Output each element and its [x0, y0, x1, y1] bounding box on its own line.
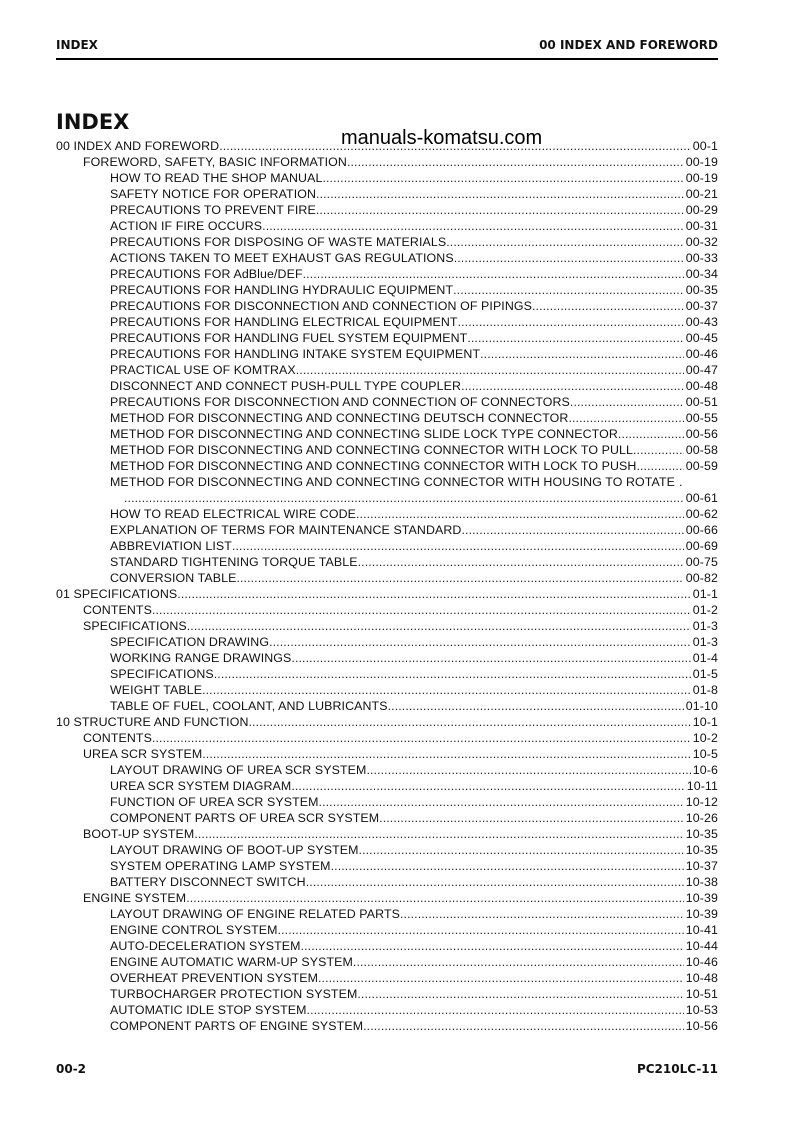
toc-entry-page: 00-45 — [685, 331, 718, 345]
toc-entry-page: 00-56 — [685, 427, 718, 441]
toc-entry[interactable] — [56, 410, 718, 426]
toc-entry[interactable] — [56, 234, 718, 250]
dot-leader — [568, 410, 683, 426]
toc-entry[interactable] — [56, 426, 718, 442]
dot-leader — [307, 1002, 684, 1018]
toc-entry[interactable] — [56, 362, 718, 378]
toc-entry-label: AUTOMATIC IDLE STOP SYSTEM — [110, 1003, 307, 1017]
toc-entry-page: 10-39 — [685, 907, 718, 921]
dot-leader — [388, 698, 684, 714]
dot-leader — [152, 730, 691, 746]
toc-entry-label: DISCONNECT AND CONNECT PUSH-PULL TYPE COUPLER — [110, 379, 462, 393]
dot-leader — [570, 394, 684, 410]
dot-leader — [618, 426, 684, 442]
toc-entry-label: METHOD FOR DISCONNECTING AND CONNECTING CONNECTOR WITH HOUSING TO ROTATE — [110, 475, 676, 489]
dot-leader — [202, 682, 691, 698]
toc-entry-label: PRECAUTIONS FOR HANDLING INTAKE SYSTEM EQUIPMENT — [110, 347, 481, 361]
toc-entry-page: 00-61 — [685, 491, 718, 505]
toc-entry-label: FOREWORD, SAFETY, BASIC INFORMATION — [83, 155, 347, 169]
toc-entry[interactable] — [56, 282, 718, 298]
dot-leader — [319, 794, 684, 810]
toc-entry-label: FUNCTION OF UREA SCR SYSTEM — [110, 795, 319, 809]
toc-entry-label: PRACTICAL USE OF KOMTRAX — [110, 363, 296, 377]
toc-entry-label: ENGINE SYSTEM — [83, 891, 187, 905]
toc-entry[interactable] — [56, 970, 718, 986]
dot-leader — [194, 826, 683, 842]
toc-entry-label: LAYOUT DRAWING OF BOOT-UP SYSTEM — [110, 843, 359, 857]
dot-leader — [124, 490, 684, 506]
toc-entry-page: 01-1 — [692, 587, 718, 601]
toc-entry-label: 00 INDEX AND FOREWORD — [56, 139, 220, 153]
dot-leader — [446, 234, 684, 250]
toc-entry[interactable] — [56, 810, 718, 826]
toc-entry[interactable] — [56, 250, 718, 266]
toc-entry-label: SAFETY NOTICE FOR OPERATION — [110, 187, 317, 201]
toc-entry[interactable] — [56, 826, 718, 842]
dot-leader — [202, 746, 691, 762]
dot-leader — [467, 330, 683, 346]
toc-entry-label: ABBREVIATION LIST — [110, 539, 232, 553]
model-code: PC210LC-11 — [636, 1062, 718, 1076]
toc-entry[interactable] — [56, 442, 718, 458]
toc-entry-page: 10-56 — [685, 1019, 718, 1033]
toc-entry-label: WORKING RANGE DRAWINGS — [110, 651, 292, 665]
toc-entry-label: METHOD FOR DISCONNECTING AND CONNECTING CONNECTOR WITH LOCK TO PUSH — [110, 459, 637, 473]
toc-entry-label: SPECIFICATIONS — [110, 667, 214, 681]
dot-leader — [269, 634, 691, 650]
toc-entry-page: 00-58 — [685, 443, 718, 457]
dot-leader — [353, 954, 684, 970]
toc-entry-page: . — [679, 475, 683, 489]
toc-entry-page: 10-37 — [685, 859, 718, 873]
toc-entry[interactable] — [56, 346, 718, 362]
dot-leader — [331, 858, 684, 874]
toc-entry-label: PRECAUTIONS FOR DISPOSING OF WASTE MATERIALS — [110, 235, 447, 249]
toc-entry-page: 10-41 — [685, 923, 718, 937]
toc-entry-page: 00-21 — [685, 187, 718, 201]
dot-leader — [454, 250, 684, 266]
dot-leader — [301, 938, 684, 954]
toc-entry[interactable] — [56, 266, 718, 282]
toc-entry[interactable] — [56, 538, 718, 554]
toc-entry-page: 10-11 — [686, 779, 718, 793]
toc-entry[interactable] — [56, 618, 718, 634]
dot-leader — [303, 266, 684, 282]
toc-entry-page: 01-3 — [692, 635, 718, 649]
toc-entry-page: 01-8 — [692, 683, 718, 697]
toc-entry[interactable] — [56, 858, 718, 874]
toc-entry-page: 00-37 — [685, 299, 718, 313]
toc-entry-page: 00-55 — [685, 411, 718, 425]
dot-leader — [236, 570, 683, 586]
toc-entry-label: TURBOCHARGER PROTECTION SYSTEM — [110, 987, 358, 1001]
dot-leader — [633, 442, 684, 458]
toc-entry-page: 10-46 — [685, 955, 718, 969]
toc-entry[interactable] — [56, 298, 718, 314]
dot-leader — [379, 810, 684, 826]
toc-entry-page: 00-32 — [685, 235, 718, 249]
toc-entry-page: 00-75 — [685, 555, 718, 569]
toc-entry-label: AUTO-DECELERATION SYSTEM — [110, 939, 301, 953]
toc-entry-label: EXPLANATION OF TERMS FOR MAINTENANCE STANDARD — [110, 523, 462, 537]
header-left: INDEX — [56, 38, 98, 52]
toc-entry[interactable] — [56, 170, 718, 186]
dot-leader — [296, 362, 684, 378]
dot-leader — [458, 314, 684, 330]
dot-leader — [186, 890, 684, 906]
toc-entry-continuation[interactable] — [56, 490, 718, 506]
page-header — [56, 38, 718, 60]
toc-entry-page: 00-43 — [685, 315, 718, 329]
dot-leader — [359, 842, 684, 858]
toc-entry-label: LAYOUT DRAWING OF UREA SCR SYSTEM — [110, 763, 367, 777]
dot-leader — [291, 778, 684, 794]
dot-leader — [177, 586, 691, 602]
dot-leader — [461, 378, 684, 394]
toc-entry[interactable] — [56, 602, 718, 618]
toc-entry[interactable] — [56, 458, 718, 474]
toc-entry-page: 00-62 — [685, 507, 718, 521]
toc-entry[interactable] — [56, 378, 718, 394]
toc-entry-label: METHOD FOR DISCONNECTING AND CONNECTING SLIDE LOCK TYPE CONNECTOR — [110, 427, 618, 441]
toc-entry-page: 01-2 — [692, 603, 718, 617]
toc-entry-page: 00-19 — [685, 171, 718, 185]
toc-entry[interactable] — [56, 842, 718, 858]
toc-entry-label: PRECAUTIONS FOR DISCONNECTION AND CONNECTION OF PIPINGS — [110, 299, 532, 313]
toc-entry-label: METHOD FOR DISCONNECTING AND CONNECTING DEUTSCH CONNECTOR — [110, 411, 569, 425]
toc-entry-label: PRECAUTIONS FOR AdBlue/DEF — [110, 267, 303, 281]
toc-entry[interactable] — [56, 746, 718, 762]
toc-entry-page: 10-44 — [685, 939, 718, 953]
toc-entry-label: BOOT-UP SYSTEM — [83, 827, 195, 841]
dot-leader — [316, 186, 684, 202]
dot-leader — [366, 762, 690, 778]
toc-entry-page: 00-33 — [685, 251, 718, 265]
toc-entry-page: 10-39 — [685, 891, 718, 905]
toc-entry-page: 00-51 — [685, 395, 718, 409]
toc-entry[interactable] — [56, 218, 718, 234]
toc-entry-page: 00-69 — [685, 539, 718, 553]
toc-entry-page: 00-46 — [685, 347, 718, 361]
toc-entry-page: 10-51 — [685, 987, 718, 1001]
dot-leader — [363, 1018, 684, 1034]
toc-entry-label: COMPONENT PARTS OF ENGINE SYSTEM — [110, 1019, 364, 1033]
toc-entry-page: 00-48 — [685, 379, 718, 393]
toc-entry-label: SPECIFICATION DRAWING — [110, 635, 270, 649]
toc-entry[interactable] — [56, 890, 718, 906]
toc-entry[interactable] — [56, 522, 718, 538]
toc-entry-page: 00-29 — [685, 203, 718, 217]
toc-entry[interactable] — [56, 650, 718, 666]
dot-leader — [316, 202, 684, 218]
toc-entry-page: 01-10 — [685, 699, 718, 713]
page-number: 00-2 — [56, 1062, 87, 1076]
toc-entry-page: 10-6 — [692, 763, 718, 777]
toc-entry[interactable] — [56, 202, 718, 218]
toc-entry-page: 00-47 — [685, 363, 718, 377]
toc-entry-label: METHOD FOR DISCONNECTING AND CONNECTING CONNECTOR WITH LOCK TO PULL — [110, 443, 634, 457]
dot-leader — [278, 922, 684, 938]
toc-entry-label: ACTION IF FIRE OCCURS — [110, 219, 263, 233]
toc-entry-label: PRECAUTIONS FOR HANDLING HYDRAULIC EQUIPMENT — [110, 283, 454, 297]
toc-entry-label: COMPONENT PARTS OF UREA SCR SYSTEM — [110, 811, 380, 825]
toc-entry-page: 10-26 — [685, 811, 718, 825]
dot-leader — [461, 522, 683, 538]
dot-leader — [532, 298, 684, 314]
table-of-contents — [56, 138, 718, 1034]
toc-entry-page: 10-35 — [685, 843, 718, 857]
toc-entry[interactable] — [56, 730, 718, 746]
toc-entry-label: 01 SPECIFICATIONS — [56, 587, 178, 601]
toc-entry-page: 00-66 — [685, 523, 718, 537]
toc-entry-page: 00-35 — [685, 283, 718, 297]
toc-entry[interactable] — [56, 570, 718, 586]
toc-entry-label: TABLE OF FUEL, COOLANT, AND LUBRICANTS — [110, 699, 388, 713]
dot-leader — [636, 458, 683, 474]
toc-entry[interactable] — [56, 954, 718, 970]
dot-leader — [347, 154, 684, 170]
dot-leader — [322, 170, 683, 186]
toc-entry[interactable] — [56, 794, 718, 810]
dot-leader — [480, 346, 684, 362]
toc-entry[interactable] — [56, 330, 718, 346]
toc-entry-label: CONTENTS — [83, 603, 152, 617]
dot-leader — [214, 666, 691, 682]
toc-entry-label: 10 STRUCTURE AND FUNCTION — [56, 715, 249, 729]
toc-entry-label: SPECIFICATIONS — [83, 619, 187, 633]
toc-entry[interactable] — [56, 714, 718, 730]
toc-entry-label: PRECAUTIONS FOR HANDLING ELECTRICAL EQUIPMENT — [110, 315, 458, 329]
toc-entry-page: 00-31 — [685, 219, 718, 233]
toc-entry[interactable] — [56, 682, 718, 698]
toc-entry[interactable] — [56, 554, 718, 570]
dot-leader — [249, 714, 691, 730]
toc-entry[interactable] — [56, 698, 718, 714]
toc-entry[interactable] — [56, 874, 718, 890]
watermark: manuals-komatsu.com — [341, 127, 543, 149]
toc-entry[interactable] — [56, 1018, 718, 1034]
toc-entry-page: 10-53 — [685, 1003, 718, 1017]
dot-leader — [358, 554, 684, 570]
toc-entry[interactable] — [56, 186, 718, 202]
toc-entry[interactable] — [56, 314, 718, 330]
dot-leader — [291, 650, 690, 666]
toc-entry-page: 10-38 — [685, 875, 718, 889]
toc-entry-page: 10-35 — [685, 827, 718, 841]
toc-entry[interactable] — [56, 778, 718, 794]
toc-entry[interactable] — [56, 474, 718, 490]
toc-entry-label: PRECAUTIONS FOR DISCONNECTION AND CONNECTION OF CONNECTORS — [110, 395, 570, 409]
toc-entry[interactable] — [56, 922, 718, 938]
toc-entry-label: ENGINE CONTROL SYSTEM — [110, 923, 278, 937]
toc-entry-page: 00-34 — [685, 267, 718, 281]
dot-leader — [187, 618, 691, 634]
toc-entry-label: PRECAUTIONS TO PREVENT FIRE — [110, 203, 316, 217]
toc-entry[interactable] — [56, 154, 718, 170]
toc-entry-label: OVERHEAT PREVENTION SYSTEM — [110, 971, 319, 985]
toc-entry[interactable] — [56, 762, 718, 778]
dot-leader — [453, 282, 684, 298]
toc-entry-page: 00-19 — [685, 155, 718, 169]
toc-entry-page: 01-4 — [692, 651, 718, 665]
toc-entry[interactable] — [56, 666, 718, 682]
toc-entry[interactable] — [56, 986, 718, 1002]
toc-entry[interactable] — [56, 906, 718, 922]
header-right: 00 INDEX AND FOREWORD — [539, 38, 718, 52]
toc-entry[interactable] — [56, 394, 718, 410]
toc-entry[interactable] — [56, 1002, 718, 1018]
toc-entry-page: 10-5 — [692, 747, 718, 761]
toc-entry-label: HOW TO READ THE SHOP MANUAL — [110, 171, 323, 185]
toc-entry[interactable] — [56, 938, 718, 954]
dot-leader — [306, 874, 684, 890]
toc-entry-label: CONVERSION TABLE — [110, 571, 237, 585]
toc-entry-label: SYSTEM OPERATING LAMP SYSTEM — [110, 859, 331, 873]
toc-entry-label: ENGINE AUTOMATIC WARM-UP SYSTEM — [110, 955, 353, 969]
dot-leader — [152, 602, 691, 618]
toc-entry-label: UREA SCR SYSTEM DIAGRAM — [110, 779, 292, 793]
toc-entry[interactable] — [56, 506, 718, 522]
dot-leader — [232, 538, 684, 554]
toc-entry-label: HOW TO READ ELECTRICAL WIRE CODE — [110, 507, 356, 521]
toc-entry-page: 00-1 — [692, 139, 718, 153]
toc-entry-label: LAYOUT DRAWING OF ENGINE RELATED PARTS — [110, 907, 400, 921]
toc-entry-label: WEIGHT TABLE — [110, 683, 203, 697]
dot-leader — [400, 906, 684, 922]
toc-entry-label: PRECAUTIONS FOR HANDLING FUEL SYSTEM EQUIPMENT — [110, 331, 468, 345]
toc-entry-label: UREA SCR SYSTEM — [83, 747, 203, 761]
toc-entry[interactable] — [56, 586, 718, 602]
toc-entry-page: 10-48 — [685, 971, 718, 985]
toc-entry-label: ACTIONS TAKEN TO MEET EXHAUST GAS REGULATIONS — [110, 251, 454, 265]
toc-entry-page: 01-5 — [692, 667, 718, 681]
toc-entry[interactable] — [56, 634, 718, 650]
toc-entry-page: 00-82 — [685, 571, 718, 585]
toc-entry-page: 01-3 — [692, 619, 718, 633]
toc-entry-label: STANDARD TIGHTENING TORQUE TABLE — [110, 555, 358, 569]
toc-entry-page: 10-2 — [692, 731, 718, 745]
toc-entry-page: 10-1 — [692, 715, 718, 729]
toc-entry-page: 00-59 — [685, 459, 718, 473]
dot-leader — [262, 218, 684, 234]
page-title: INDEX — [56, 110, 130, 134]
toc-entry-label: BATTERY DISCONNECT SWITCH — [110, 875, 306, 889]
dot-leader — [356, 506, 684, 522]
dot-leader — [318, 970, 684, 986]
dot-leader — [357, 986, 683, 1002]
toc-entry-page: 10-12 — [685, 795, 718, 809]
toc-entry-label: CONTENTS — [83, 731, 152, 745]
